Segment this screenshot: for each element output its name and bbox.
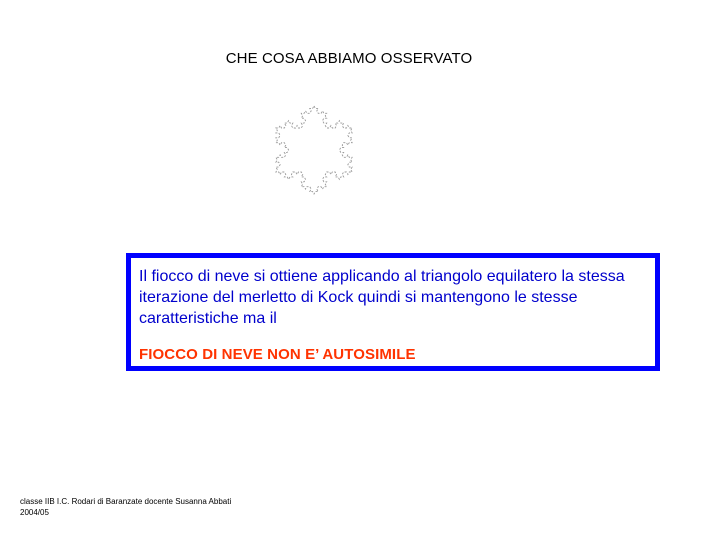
footer-credit-line: classe IIB I.C. Rodari di Baranzate docente Susanna Abbati xyxy=(20,497,232,506)
footer-credits xyxy=(20,496,231,518)
observation-box xyxy=(126,253,660,371)
footer-year: 2004/05 xyxy=(20,508,49,517)
observation-text: Il fiocco di neve si ottiene applicando al triangolo equilatero la stessa iterazione del merletto di Kock quindi si mantengono le stesse caratteristiche ma il xyxy=(139,268,625,327)
page-title: CHE COSA ABBIAMO OSSERVATO xyxy=(225,50,473,67)
conclusion-text: FIOCCO DI NEVE NON E’ AUTOSIMILE xyxy=(139,346,416,363)
koch-snowflake-outline xyxy=(276,106,352,194)
koch-snowflake-image xyxy=(248,80,380,215)
